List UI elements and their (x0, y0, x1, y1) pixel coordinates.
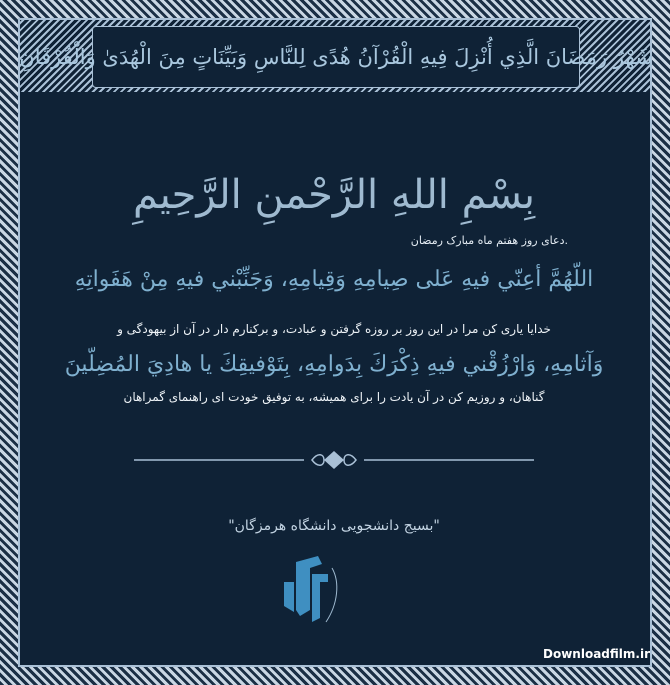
arabic-line-1: اللّهُمَّ أعِنّي فيهِ عَلى صِيامِهِ وَقِيامِهِ، وَجَنِّبْني فيهِ مِنْ هَفَواتِهِ (74, 267, 594, 292)
header-plate (19, 26, 653, 88)
organization-credit: "بسیج دانشجویی دانشگاه هرمزگان" (228, 518, 440, 534)
basij-logo (276, 552, 346, 632)
content-panel (44, 104, 624, 652)
watermark: Downloadfilm.ir (543, 647, 650, 661)
prayer-subtitle: .دعای روز هفتم ماه مبارک رمضان (410, 234, 568, 247)
header-verse: شَهْرُ رَمَضَانَ الَّذِي أُنْزِلَ فِيهِ الْقُرْآنُ هُدًى لِلنَّاسِ وَبَيِّنَاتٍ مِنَ الْهُدَىٰ وَالْفُرْقَانِ (19, 45, 653, 69)
persian-line-1: خدایا یاری کن مرا در این روز بر روزه گرفتن و عبادت، و برکنارم دار در آن از بیهودگی و (117, 322, 551, 336)
bismillah-calligraphy: بِسْمِ اللهِ الرَّحْمنِ الرَّحِيمِ (132, 172, 536, 218)
arabic-line-2: وَآثامِهِ، وَارْزُقْني فيهِ ذِكْرَكَ بِدَوامِهِ، بِتَوْفيقِكَ يا هادِيَ المُضِلّينَ (64, 352, 604, 377)
divider-ornament (134, 448, 534, 472)
persian-line-2: گناهان، و روزیم کن در آن یادت را برای همیشه، به توفیق خودت ای راهنمای گمراهان (123, 390, 545, 404)
